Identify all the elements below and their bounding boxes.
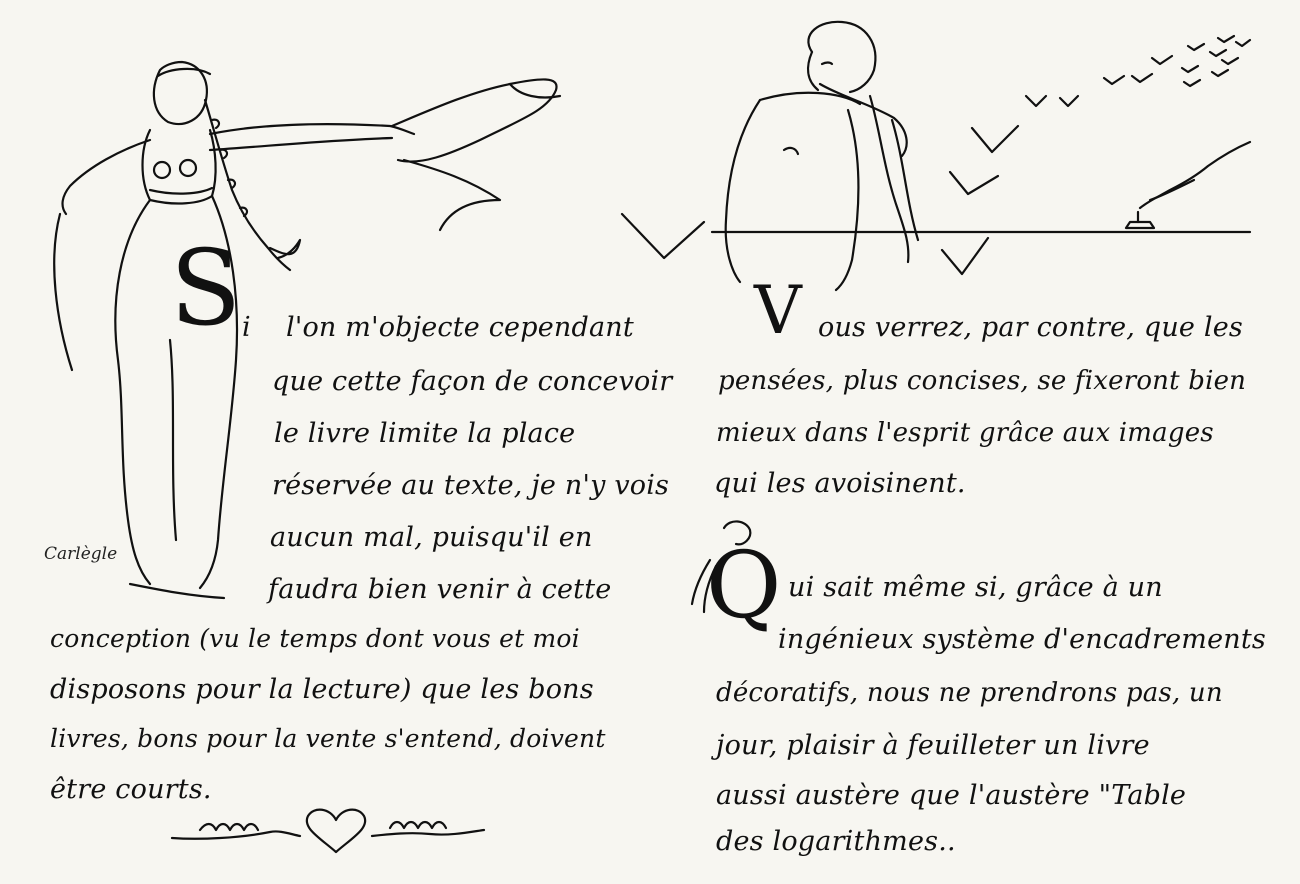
left-text-line: livres, bons pour la vente s'entend, doivent [50, 724, 606, 753]
left-text-line: faudra bien venir à cette [268, 574, 612, 605]
dropcap-s: S [170, 227, 242, 349]
dropcap-q: Q [706, 532, 782, 639]
initial-letter-i: i [242, 312, 251, 343]
left-text-line: le livre limite la place [274, 418, 576, 449]
artist-signature: Carlègle [44, 544, 118, 564]
left-text-line: conception (vu le temps dont vous et moi [50, 624, 580, 653]
left-text-line: que cette façon de concevoir [272, 366, 673, 397]
right-text-line: ous verrez, par contre, que les [818, 312, 1243, 343]
left-text-line: aucun mal, puisqu'il en [270, 522, 593, 553]
right-text-line: ui sait même si, grâce à un [788, 572, 1163, 603]
left-text-line: disposons pour la lecture) que les bons [50, 674, 594, 705]
left-text-line: être courts. [50, 774, 212, 805]
right-text-line: décoratifs, nous ne prendrons pas, un [716, 678, 1223, 708]
bathing-woman-with-birds-illustration [622, 22, 1250, 290]
right-text-line: aussi austère que l'austère "Table [716, 780, 1187, 811]
dropcap-v: V [754, 272, 802, 349]
right-text-line: mieux dans l'esprit grâce aux images [716, 418, 1214, 448]
right-text-line: ingénieux système d'encadrements [778, 624, 1266, 655]
right-text-line: jour, plaisir à feuilleter un livre [716, 730, 1150, 761]
left-text-line: réservée au texte, je n'y vois [272, 470, 670, 501]
right-text-line: qui les avoisinent. [714, 468, 966, 499]
heart-vignette-ornament [172, 810, 484, 852]
right-text-line: des logarithmes.. [716, 826, 956, 857]
right-text-line: pensées, plus concises, se fixeront bien [718, 366, 1247, 396]
left-text-line: l'on m'objecte cependant [286, 312, 634, 343]
